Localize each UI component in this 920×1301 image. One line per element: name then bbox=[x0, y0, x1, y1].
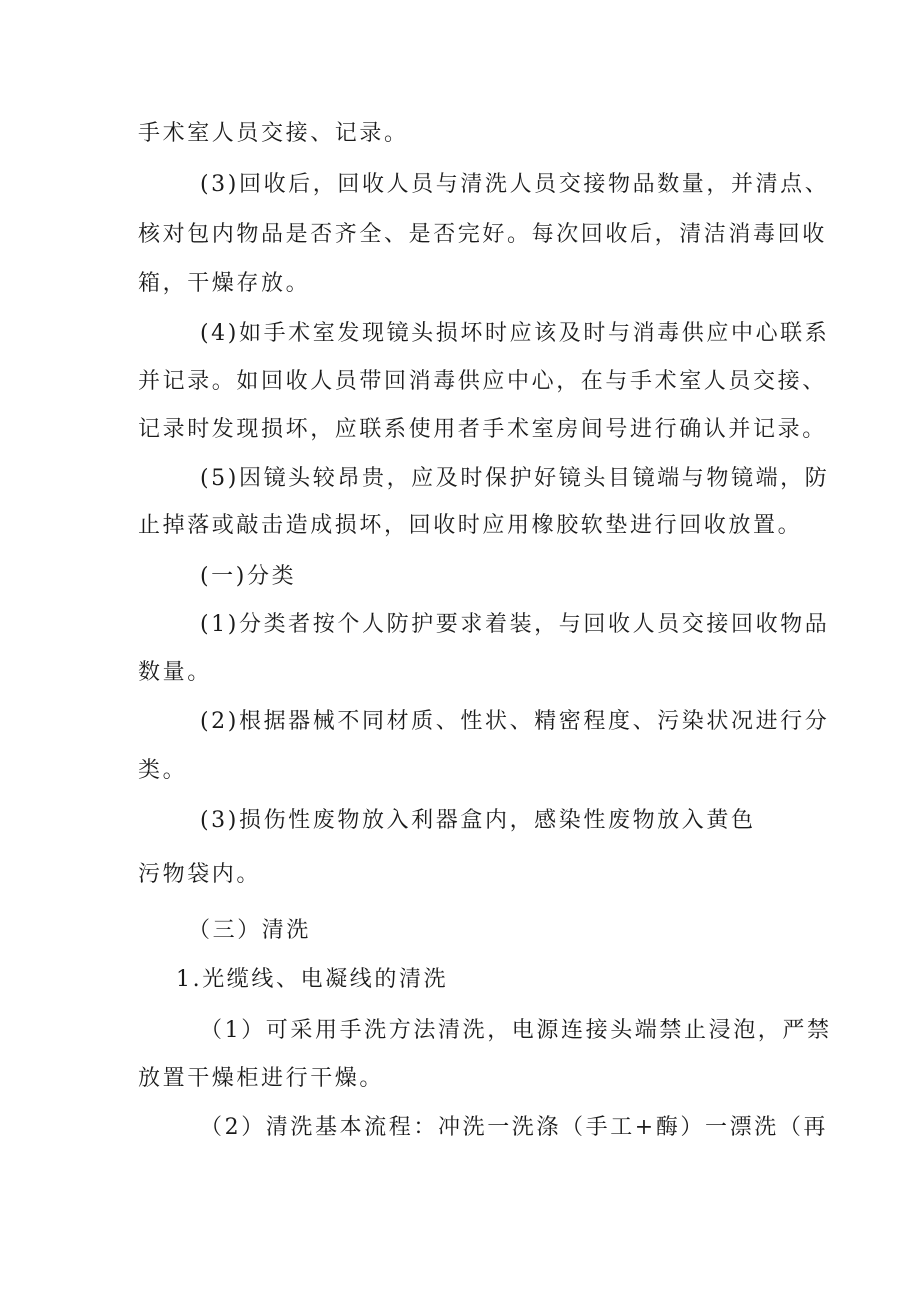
text-line: 放置干燥柜进行干燥。 bbox=[138, 1066, 385, 1091]
text-line: 手术室人员交接、记录。 bbox=[138, 121, 409, 146]
text-line: (3)回收后，回收人员与清洗人员交接物品数量，并清点、 bbox=[200, 172, 830, 197]
text-line: 污物袋内。 bbox=[138, 862, 262, 887]
text-line: (5)因镜头较昂贵，应及时保护好镜头目镜端与物镜端，防 bbox=[200, 466, 830, 491]
text-line: 数量。 bbox=[138, 660, 212, 685]
text-line: （1）可采用手洗方法清洗，电源连接头端禁止浸泡，严禁 bbox=[200, 1018, 832, 1043]
text-line: 箱，干燥存放。 bbox=[138, 271, 311, 296]
text-line: 止掉落或敲击造成损坏，回收时应用橡胶软垫进行回收放置。 bbox=[138, 513, 803, 538]
section-heading: （三）清洗 bbox=[188, 918, 312, 943]
subsection-heading: 1.光缆线、电凝线的清洗 bbox=[176, 967, 449, 992]
text-line: (4)如手术室发现镜头损坏时应该及时与消毒供应中心联系 bbox=[200, 321, 830, 346]
text-line: 记录时发现损坏，应联系使用者手术室房间号进行确认并记录。 bbox=[138, 417, 827, 442]
text-line: (3)损伤性废物放入利器盒内，感染性废物放入黄色 bbox=[200, 808, 756, 833]
section-heading: (一)分类 bbox=[200, 564, 297, 589]
text-line: （2）清洗基本流程：冲洗一洗涤（手工+酶）一漂洗（再 bbox=[200, 1115, 829, 1140]
text-line: 核对包内物品是否齐全、是否完好。每次回收后，清洁消毒回收 bbox=[138, 222, 827, 247]
text-line: 并记录。如回收人员带回消毒供应中心，在与手术室人员交接、 bbox=[138, 369, 827, 394]
text-line: (1)分类者按个人防护要求着装，与回收人员交接回收物品 bbox=[200, 612, 830, 637]
text-line: (2)根据器械不同材质、性状、精密程度、污染状况进行分 bbox=[200, 709, 830, 734]
text-line: 类。 bbox=[138, 758, 188, 783]
